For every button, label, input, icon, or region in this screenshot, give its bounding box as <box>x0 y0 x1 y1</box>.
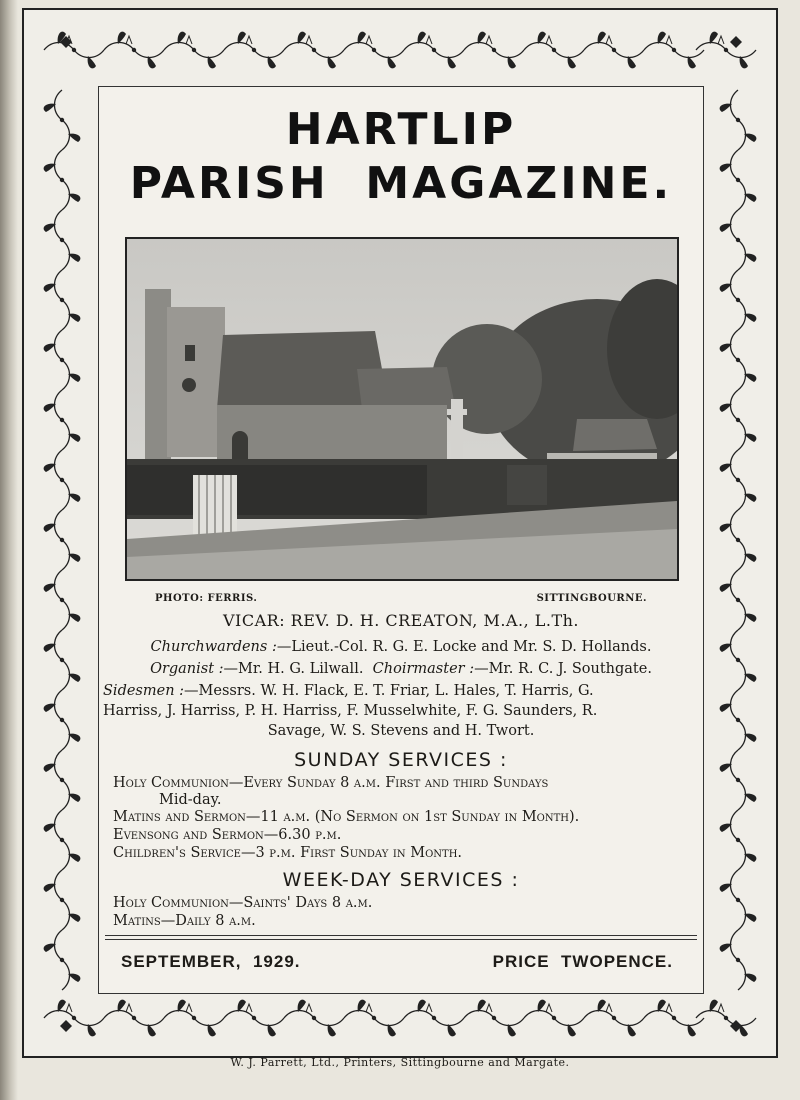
churchwardens-label: Churchwardens : <box>150 639 277 655</box>
divider-rule <box>105 935 697 936</box>
sidesmen-names-2: Harriss, J. Harriss, P. H. Harriss, F. Musselwhite, F. G. Saunders, R. <box>103 703 598 719</box>
magazine-cover <box>22 8 778 1058</box>
sunday-service-item: Holy Communion—Every Sunday 8 a.m. First and third Sundays <box>113 775 549 791</box>
sunday-service-item: Matins and Sermon—11 a.m. (No Sermon on 1st Sunday in Month). <box>113 809 580 825</box>
divider-rule <box>105 939 697 940</box>
sidesmen-label: Sidesmen : <box>103 683 185 699</box>
masthead-title-line1: HARTLIP <box>285 104 517 155</box>
church-photograph <box>125 237 679 581</box>
issue-date: SEPTEMBER, 1929. <box>121 952 301 971</box>
sidesmen-names-3: Savage, W. S. Stevens and H. Twort. <box>267 723 535 739</box>
photo-credit: PHOTO: FERRIS. <box>155 593 258 604</box>
sunday-services-heading: SUNDAY SERVICES : <box>294 749 508 771</box>
churchwardens-names: —Lieut.-Col. R. G. E. Locke and Mr. S. D. Hollands. <box>276 639 652 655</box>
vicar-line: VICAR: REV. D. H. CREATON, M.A., L.Th. <box>222 611 580 630</box>
masthead-title-line2: PARISH MAGAZINE. <box>129 158 673 209</box>
sunday-service-item: Children's Service—3 p.m. First Sunday in Month. <box>113 845 463 861</box>
choirmaster-name: —Mr. R. C. J. Southgate. <box>474 661 652 677</box>
weekday-service-item: Holy Communion—Saints' Days 8 a.m. <box>113 895 373 911</box>
organist-label: Organist : <box>150 661 224 677</box>
sunday-service-item: Evensong and Sermon—6.30 p.m. <box>113 827 342 843</box>
photo-location: SITTINGBOURNE. <box>536 593 647 604</box>
printer-imprint: W. J. Parrett, Ltd., Printers, Sittingbourne and Margate. <box>230 1056 570 1069</box>
sunday-service-item: Mid-day. <box>159 792 222 808</box>
price-label: PRICE TWOPENCE. <box>492 952 673 971</box>
churchwardens-line <box>99 639 703 655</box>
weekday-services-heading: WEEK-DAY SERVICES : <box>282 869 520 891</box>
organist-choirmaster-line <box>99 661 703 677</box>
weekday-service-item: Matins—Daily 8 a.m. <box>113 913 256 929</box>
choirmaster-label: Choirmaster : <box>372 661 475 677</box>
cover-content-panel <box>98 86 704 994</box>
page-binding-edge <box>0 0 18 1100</box>
sidesmen-line1 <box>103 683 594 699</box>
sidesmen-names-1: —Messrs. W. H. Flack, E. T. Friar, L. Hales, T. Harris, G. <box>184 683 594 699</box>
organist-name: —Mr. H. G. Lilwall. <box>223 661 364 677</box>
